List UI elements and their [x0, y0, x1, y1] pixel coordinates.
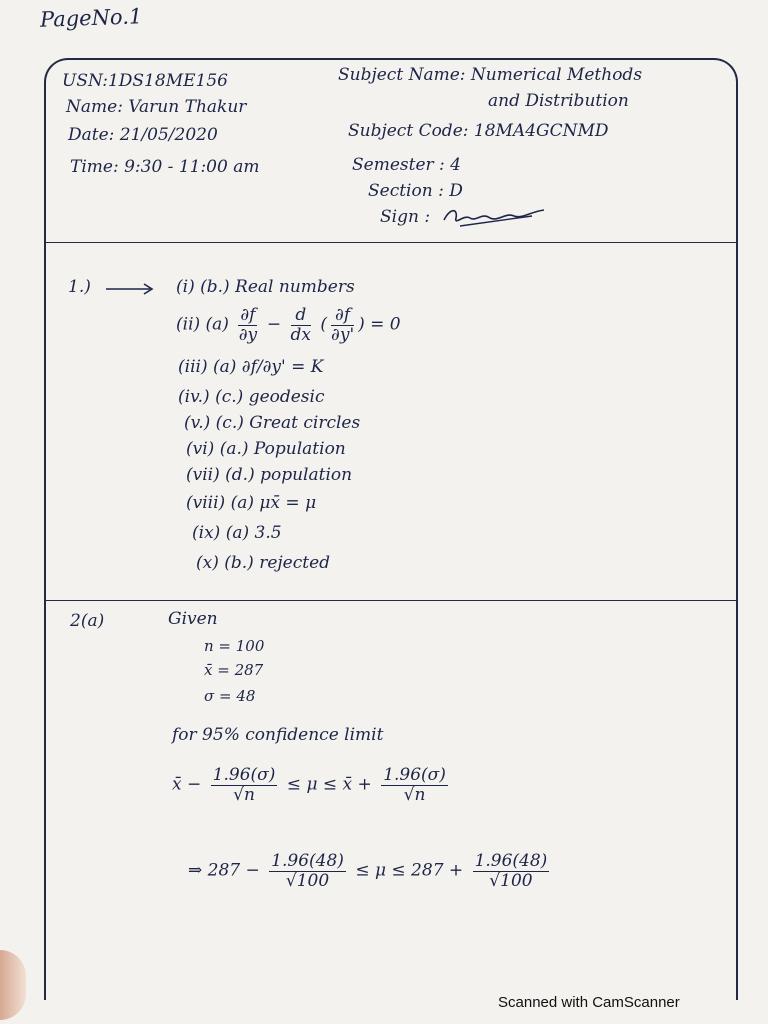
page-number: PageNo.1 [39, 4, 143, 32]
student-name-field: Name: Varun Thakur [66, 97, 247, 117]
answer-1-x: (x) (b.) rejected [196, 553, 331, 573]
formula-middle: ≤ μ ≤ 287 + [355, 860, 464, 881]
question-1-number: 1.) [68, 277, 91, 297]
date-field: Date: 21/05/2020 [68, 125, 218, 145]
header-divider [46, 242, 736, 243]
given-xbar: x̄ = 287 [204, 661, 264, 679]
frac-den: dx [290, 324, 311, 345]
subject-name-continued: and Distribution [488, 91, 629, 111]
usn-field: USN:1DS18ME156 [62, 71, 228, 91]
frac-den: √100 [489, 870, 533, 891]
confidence-statement: for 95% confidence limit [172, 725, 384, 745]
formula-left: x̄ − [172, 774, 202, 795]
subject-name-field: Subject Name: Numerical Methods [338, 65, 643, 85]
minus-sign: − [266, 314, 282, 335]
answer-1-iv: (iv.) (c.) geodesic [178, 387, 325, 407]
frac-den: √n [233, 784, 255, 805]
fraction-substituted-2 [473, 852, 550, 890]
formula-left: ⇒ 287 − [188, 860, 260, 881]
frac-num: 1.96(48) [474, 851, 548, 871]
frac-num: 1.96(σ) [212, 765, 276, 785]
answer-1-viii: (viii) (a) μx̄ = μ [186, 493, 317, 513]
given-label: Given [168, 609, 218, 629]
given-n: n = 100 [204, 637, 265, 655]
answer-1-ii-label: (ii) (a) [176, 314, 229, 335]
answer-1-ix: (ix) (a) 3.5 [192, 523, 282, 543]
fraction-sigma-root-n-2 [381, 766, 448, 804]
fraction-d-dx [291, 306, 311, 344]
question-divider [46, 600, 736, 601]
frac-num: ∂f [240, 305, 256, 325]
frac-den: √n [403, 784, 426, 805]
semester-field: Semester : 4 [352, 155, 461, 175]
equals-zero: ) = 0 [358, 314, 401, 335]
subject-code-field: Subject Code: 18MA4GCNMD [348, 121, 609, 141]
frac-num: 1.96(σ) [383, 765, 446, 785]
frac-num: d [291, 306, 311, 326]
signature-scribble [440, 204, 550, 230]
paren-open: ( [320, 314, 328, 335]
answer-1-vi: (vi) (a.) Population [186, 439, 346, 459]
answer-1-iii: (iii) (a) ∂f/∂y' = K [178, 357, 324, 377]
arrow-icon [104, 282, 156, 296]
fraction-df-dy [238, 306, 257, 344]
fraction-substituted-1 [269, 852, 346, 890]
answer-1-i: (i) (b.) Real numbers [176, 277, 355, 297]
answer-1-vii: (vii) (d.) population [186, 465, 353, 485]
scanner-watermark: Scanned with CamScanner [498, 994, 680, 1011]
frac-den: √100 [285, 870, 330, 891]
confidence-substituted [188, 852, 553, 890]
frac-num: 1.96(48) [271, 851, 344, 871]
time-field: Time: 9:30 - 11:00 am [70, 157, 260, 177]
frac-num: ∂f [331, 306, 354, 326]
confidence-formula [172, 766, 452, 804]
given-sigma: σ = 48 [204, 687, 256, 705]
answer-1-ii [176, 306, 401, 344]
fraction-sigma-root-n [211, 766, 278, 804]
fraction-df-dyprime [331, 306, 354, 344]
page-edge-stain [0, 950, 26, 1020]
answer-1-v: (v.) (c.) Great circles [184, 413, 361, 433]
sign-label: Sign : [380, 207, 431, 227]
section-field: Section : D [368, 181, 463, 201]
frac-den: ∂y' [331, 324, 355, 345]
formula-middle: ≤ μ ≤ x̄ + [286, 774, 372, 795]
frac-den: ∂y [238, 324, 258, 345]
question-2a-number: 2(a) [70, 611, 105, 631]
